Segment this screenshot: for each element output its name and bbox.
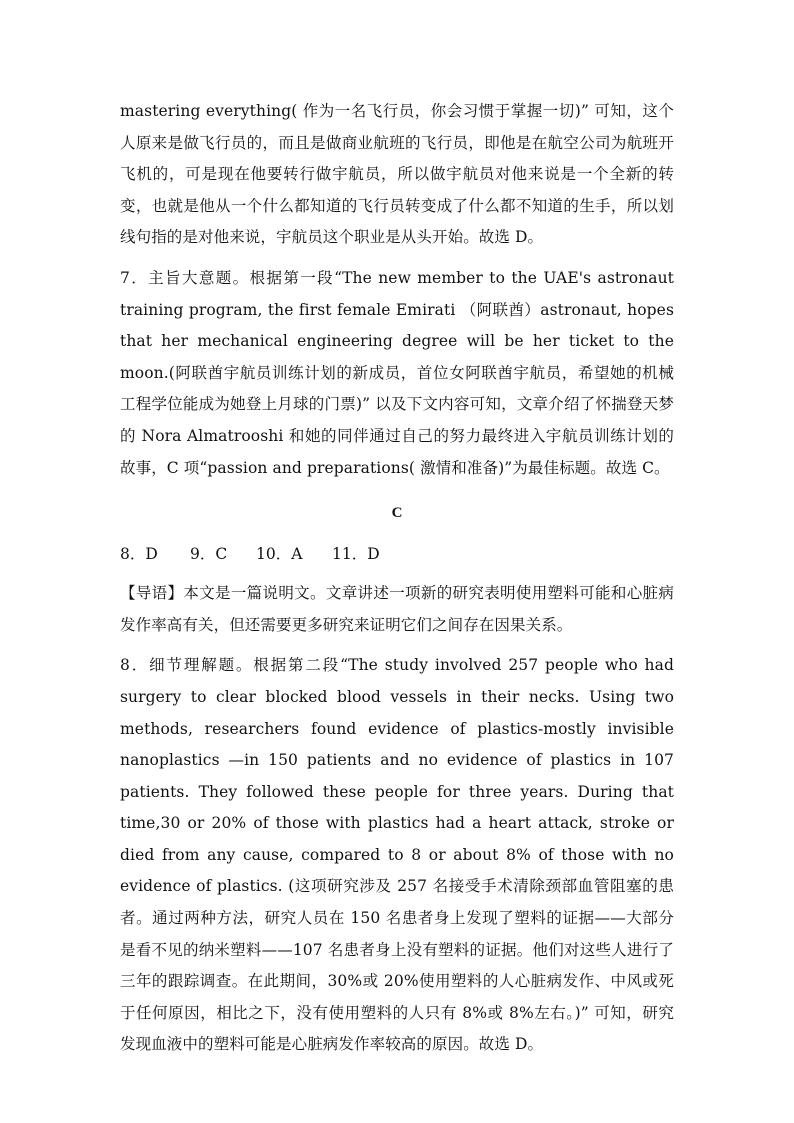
answer-10: 10．A	[256, 545, 303, 564]
document-page	[120, 96, 674, 1061]
answer-9: 9．C	[190, 545, 228, 564]
explanation-q8: 8．细节理解题。根据第二段“The study involved 257 people who had surgery to clear blocked blood vessels in their necks. Using two methods, researchers found evidence of plastics-mostly invisible nanoplastics —in 150 patients and no evidence of plastics in 107 patients. They followed these people for three years. During that time,30 or 20% of those with plastics had a heart attack, stroke or died from any cause, compared to 8 or about 8% of those with no evidence of plastics. (这项研究涉及 257 名接受手术清除颈部血管阻塞的患者。通过两种方法，研究人员在 150 名患者身上发现了塑料的证据——大部分是看不见的纳米塑料——107 名患者身上没有塑料的证据。他们对这些人进行了三年的跟踪调查。在此期间，30%或 20%使用塑料的人心脏病发作、中风或死于任何原因，相比之下，没有使用塑料的人只有 8%或 8%左右。)” 可知，研究发现血液中的塑料可能是心脏病发作率较高的原因。故选 D。	[120, 656, 674, 1054]
answer-key	[120, 540, 674, 568]
section-heading-c: C	[391, 505, 403, 522]
explanation-q7: 7．主旨大意题。根据第一段“The new member to the UAE's astronaut training program, the first female Emirati （阿联酋）astronaut, hopes that her mechanical engineering degree will be her ticket to the moon.(阿联酋宇航员训练计划的新成员，首位女阿联酋宇航员，希望她的机械工程学位能成为她登上月球的门票)” 以及下文内容可知，文章介绍了怀揣登天梦的 Nora Almatrooshi 和她的同伴通过自己的努力最终进入宇航员训练计划的故事，C 项“passion and preparations( 激情和准备)”为最佳标题。故选 C。	[120, 268, 674, 477]
answer-11: 11．D	[332, 545, 380, 564]
passage-intro: 【导语】本文是一篇说明文。文章讲述一项新的研究表明使用塑料可能和心脏病发作率高有关，但还需要更多研究来证明它们之间存在因果关系。	[120, 584, 674, 634]
explanation-q6-continued: mastering everything( 作为一名飞行员，你会习惯于掌握一切)” 可知，这个人原来是做飞行员的，而且是做商业航班的飞行员，即他是在航空公司为航班开飞机的，可是现在他要转行做宇航员，所以做宇航员对他来说是一个全新的转变，也就是他从一个什么都知道的飞行员转变成了什么都不知道的生手，所以划线句指的是对他来说，宇航员这个职业是从头开始。故选 D。	[120, 102, 674, 247]
answer-8: 8．D	[120, 545, 158, 564]
